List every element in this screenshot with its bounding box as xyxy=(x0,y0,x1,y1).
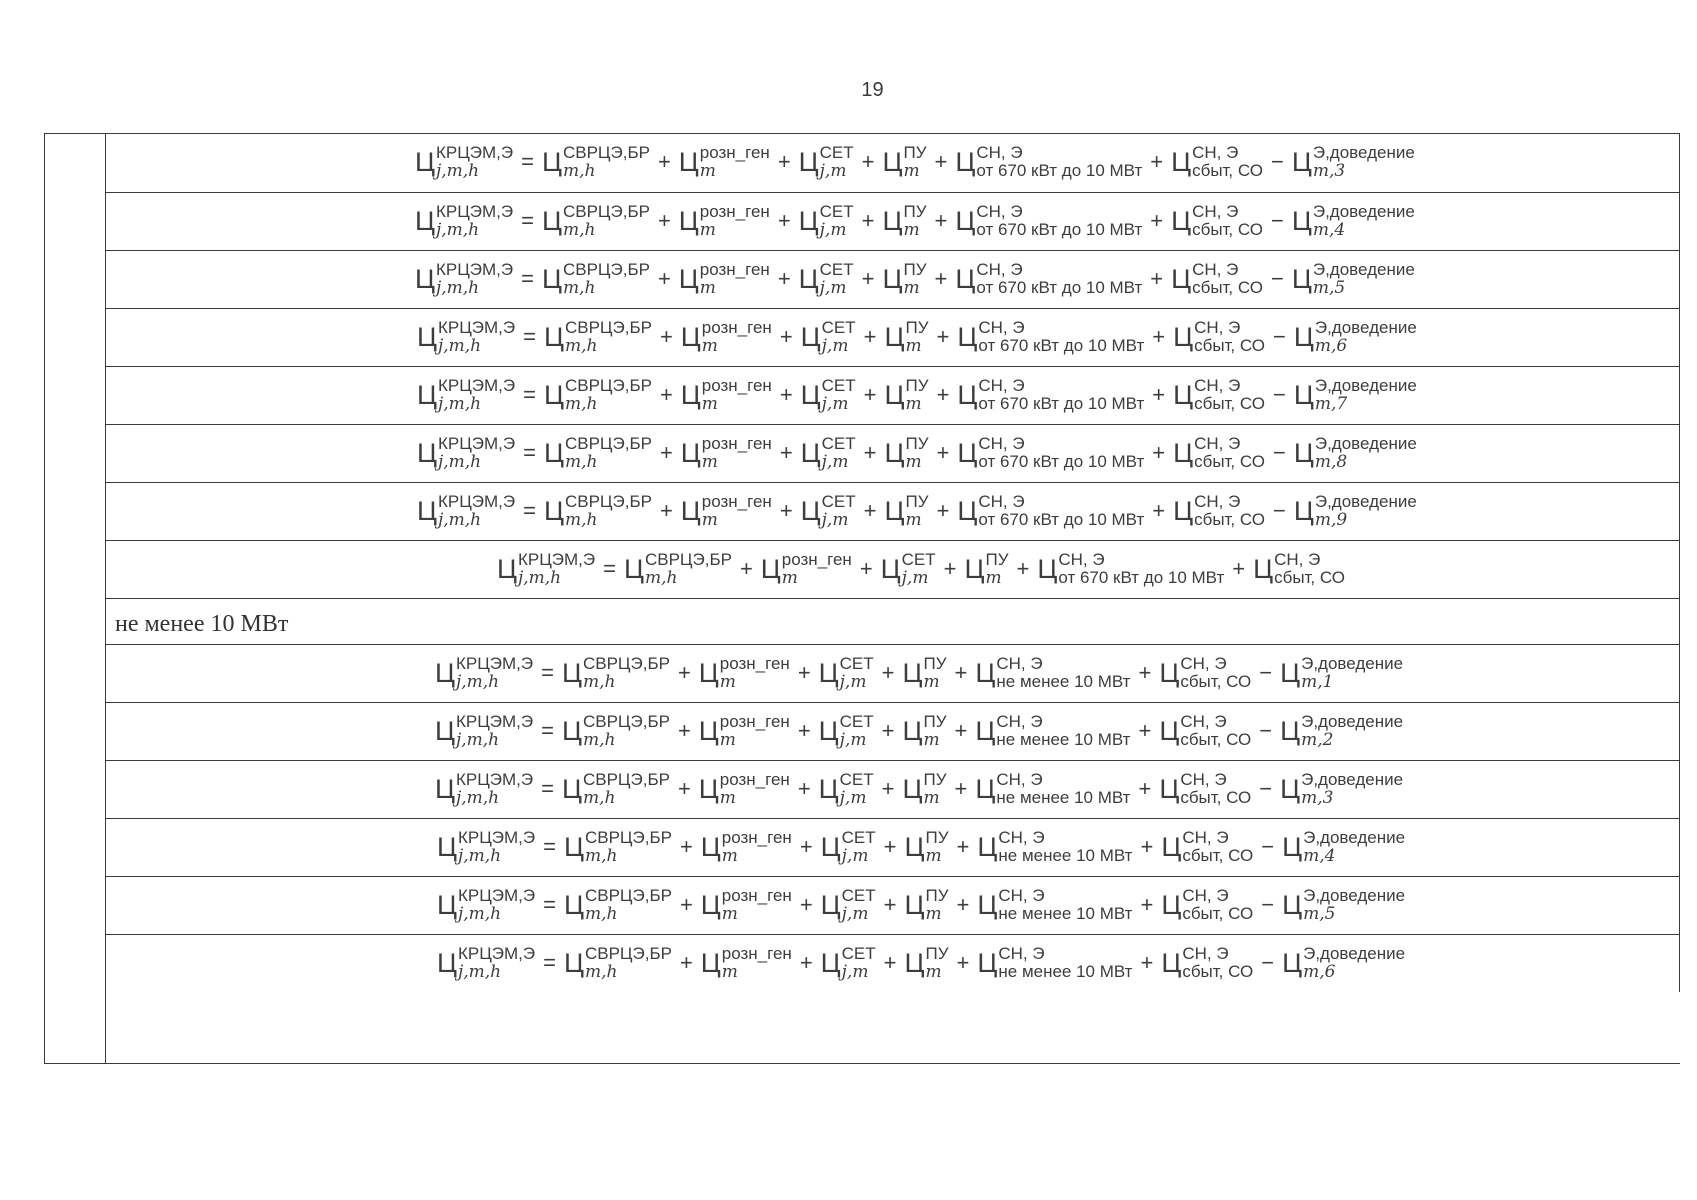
lhs-price-term: Ц КРЦЭМ,Э j,m,h xyxy=(437,944,536,982)
plus-sign: + xyxy=(657,149,671,174)
pu-term: Ц ПУ m xyxy=(884,318,929,356)
sbyt-term: Ц СН, Э сбыт, СО xyxy=(1161,944,1254,981)
price-formula xyxy=(415,203,1415,239)
minus-sign: − xyxy=(1259,660,1273,685)
plus-sign: + xyxy=(779,382,793,407)
svrce-term: Ц СВРЦЭ,БР m,h xyxy=(541,260,650,298)
table-row xyxy=(105,482,1680,540)
rozn-gen-term: Ц розн_ген m xyxy=(680,492,772,530)
sn-term: Ц СН, Э от 670 кВт до 10 МВт xyxy=(1037,550,1225,587)
plus-sign: + xyxy=(1140,950,1154,975)
plus-sign: + xyxy=(934,266,948,291)
table-row xyxy=(105,134,1680,192)
sbyt-term: Ц СН, Э сбыт, СО xyxy=(1159,654,1252,691)
plus-sign: + xyxy=(863,498,877,523)
plus-sign: + xyxy=(777,266,791,291)
plus-sign: + xyxy=(956,834,970,859)
price-formula xyxy=(417,435,1417,471)
plus-sign: + xyxy=(1138,718,1152,743)
set-term: Ц СЕТ j,m xyxy=(800,434,856,472)
rozn-gen-term: Ц розн_ген m xyxy=(698,770,790,808)
pu-term: Ц ПУ m xyxy=(904,886,949,924)
equals-sign: = xyxy=(521,266,534,291)
svrce-term: Ц СВРЦЭ,БР m,h xyxy=(623,550,732,588)
pu-term: Ц ПУ m xyxy=(882,260,927,298)
dov-term: Ц Э,доведение m,7 xyxy=(1293,376,1417,414)
sn-term: Ц СН, Э от 670 кВт до 10 МВт xyxy=(957,434,1145,471)
price-formula xyxy=(415,261,1415,297)
plus-sign: + xyxy=(861,208,875,233)
rozn-gen-term: Ц розн_ген m xyxy=(760,550,852,588)
plus-sign: + xyxy=(883,892,897,917)
sbyt-term: Ц СН, Э сбыт, СО xyxy=(1173,318,1266,355)
minus-sign: − xyxy=(1273,498,1286,523)
plus-sign: + xyxy=(797,718,811,743)
sn-term: Ц СН, Э не менее 10 МВт xyxy=(975,712,1131,749)
set-term: Ц СЕТ j,m xyxy=(800,318,856,356)
section-label: не менее 10 МВт xyxy=(115,611,289,637)
pu-term: Ц ПУ m xyxy=(964,550,1009,588)
table-row xyxy=(105,934,1680,992)
plus-sign: + xyxy=(936,382,950,407)
set-term: Ц СЕТ j,m xyxy=(800,492,856,530)
sbyt-term: Ц СН, Э сбыт, СО xyxy=(1159,770,1252,807)
plus-sign: + xyxy=(657,266,671,291)
equals-sign: = xyxy=(543,892,556,917)
minus-sign: − xyxy=(1273,382,1286,407)
equals-sign: = xyxy=(543,834,556,859)
plus-sign: + xyxy=(779,498,793,523)
plus-sign: + xyxy=(936,324,950,349)
plus-sign: + xyxy=(799,892,813,917)
plus-sign: + xyxy=(934,149,948,174)
plus-sign: + xyxy=(1150,266,1164,291)
rozn-gen-term: Ц розн_ген m xyxy=(678,260,770,298)
plus-sign: + xyxy=(797,660,811,685)
plus-sign: + xyxy=(936,440,950,465)
plus-sign: + xyxy=(1140,892,1154,917)
plus-sign: + xyxy=(659,324,673,349)
dov-term: Ц Э,доведение m,2 xyxy=(1280,712,1404,750)
table-row xyxy=(105,760,1680,818)
set-term: Ц СЕТ j,m xyxy=(798,143,854,181)
svrce-term: Ц СВРЦЭ,БР m,h xyxy=(561,770,670,808)
lhs-price-term: Ц КРЦЭМ,Э j,m,h xyxy=(417,318,516,356)
plus-sign: + xyxy=(1152,324,1166,349)
minus-sign: − xyxy=(1259,776,1273,801)
set-term: Ц СЕТ j,m xyxy=(818,654,874,692)
plus-sign: + xyxy=(881,660,895,685)
price-formula xyxy=(417,319,1417,355)
pu-term: Ц ПУ m xyxy=(884,434,929,472)
table-row xyxy=(105,250,1680,308)
dov-term: Ц Э,доведение m,6 xyxy=(1293,318,1417,356)
plus-sign: + xyxy=(861,266,875,291)
plus-sign: + xyxy=(881,776,895,801)
plus-sign: + xyxy=(934,208,948,233)
sbyt-term: Ц СН, Э сбыт, СО xyxy=(1161,828,1254,865)
sbyt-term: Ц СН, Э сбыт, СО xyxy=(1173,434,1266,471)
pu-term: Ц ПУ m xyxy=(902,654,947,692)
plus-sign: + xyxy=(1152,440,1166,465)
equals-sign: = xyxy=(523,440,536,465)
price-formula xyxy=(435,655,1403,691)
sn-term: Ц СН, Э от 670 кВт до 10 МВт xyxy=(955,143,1143,180)
plus-sign: + xyxy=(883,950,897,975)
lhs-price-term: Ц КРЦЭМ,Э j,m,h xyxy=(417,434,516,472)
pu-term: Ц ПУ m xyxy=(904,828,949,866)
rozn-gen-term: Ц розн_ген m xyxy=(680,434,772,472)
rozn-gen-term: Ц розн_ген m xyxy=(678,143,770,181)
plus-sign: + xyxy=(657,208,671,233)
table-row xyxy=(105,644,1680,702)
sbyt-term: Ц СН, Э сбыт, СО xyxy=(1159,712,1252,749)
price-formula xyxy=(417,493,1417,529)
svrce-term: Ц СВРЦЭ,БР m,h xyxy=(541,143,650,181)
plus-sign: + xyxy=(779,324,793,349)
table-row xyxy=(105,308,1680,366)
rozn-gen-term: Ц розн_ген m xyxy=(678,202,770,240)
plus-sign: + xyxy=(954,718,968,743)
rozn-gen-term: Ц розн_ген m xyxy=(680,318,772,356)
table-row xyxy=(105,702,1680,760)
set-term: Ц СЕТ j,m xyxy=(880,550,936,588)
rozn-gen-term: Ц розн_ген m xyxy=(680,376,772,414)
dov-term: Ц Э,доведение m,6 xyxy=(1282,944,1406,982)
minus-sign: − xyxy=(1261,834,1275,859)
dov-term: Ц Э,доведение m,5 xyxy=(1291,260,1415,298)
dov-term: Ц Э,доведение m,9 xyxy=(1293,492,1417,530)
minus-sign: − xyxy=(1261,950,1275,975)
section-header-row xyxy=(105,598,1680,644)
equals-sign: = xyxy=(523,382,536,407)
equals-sign: = xyxy=(603,556,616,581)
pu-term: Ц ПУ m xyxy=(902,712,947,750)
dov-term: Ц Э,доведение m,3 xyxy=(1280,770,1404,808)
lhs-price-term: Ц КРЦЭМ,Э j,m,h xyxy=(497,550,596,588)
plus-sign: + xyxy=(777,149,791,174)
plus-sign: + xyxy=(859,556,873,581)
plus-sign: + xyxy=(863,440,877,465)
price-formula xyxy=(417,377,1417,413)
svrce-term: Ц СВРЦЭ,БР m,h xyxy=(563,944,672,982)
lhs-price-term: Ц КРЦЭМ,Э j,m,h xyxy=(415,143,514,181)
sn-term: Ц СН, Э от 670 кВт до 10 МВт xyxy=(955,260,1143,297)
sbyt-term: Ц СН, Э сбыт, СО xyxy=(1171,143,1264,180)
plus-sign: + xyxy=(679,950,693,975)
plus-sign: + xyxy=(1140,834,1154,859)
svrce-term: Ц СВРЦЭ,БР m,h xyxy=(563,828,672,866)
minus-sign: − xyxy=(1273,324,1286,349)
sn-term: Ц СН, Э не менее 10 МВт xyxy=(977,886,1133,923)
minus-sign: − xyxy=(1273,440,1286,465)
plus-sign: + xyxy=(779,440,793,465)
set-term: Ц СЕТ j,m xyxy=(818,712,874,750)
plus-sign: + xyxy=(797,776,811,801)
svrce-term: Ц СВРЦЭ,БР m,h xyxy=(561,712,670,750)
plus-sign: + xyxy=(883,834,897,859)
lhs-price-term: Ц КРЦЭМ,Э j,m,h xyxy=(437,886,536,924)
pu-term: Ц ПУ m xyxy=(884,376,929,414)
minus-sign: − xyxy=(1271,208,1284,233)
equals-sign: = xyxy=(543,950,556,975)
lhs-price-term: Ц КРЦЭМ,Э j,m,h xyxy=(437,828,536,866)
table-row xyxy=(105,540,1680,598)
price-formula xyxy=(415,144,1415,180)
rozn-gen-term: Ц розн_ген m xyxy=(700,828,792,866)
lhs-price-term: Ц КРЦЭМ,Э j,m,h xyxy=(435,770,534,808)
lhs-price-term: Ц КРЦЭМ,Э j,m,h xyxy=(435,654,534,692)
page-number: 19 xyxy=(861,79,884,101)
sbyt-term: Ц СН, Э сбыт, СО xyxy=(1171,202,1264,239)
plus-sign: + xyxy=(739,556,753,581)
plus-sign: + xyxy=(863,324,877,349)
rozn-gen-term: Ц розн_ген m xyxy=(700,886,792,924)
sn-term: Ц СН, Э от 670 кВт до 10 МВт xyxy=(957,492,1145,529)
svrce-term: Ц СВРЦЭ,БР m,h xyxy=(563,886,672,924)
rozn-gen-term: Ц розн_ген m xyxy=(698,712,790,750)
pu-term: Ц ПУ m xyxy=(882,143,927,181)
plus-sign: + xyxy=(956,892,970,917)
table-row xyxy=(105,818,1680,876)
price-formula xyxy=(435,713,1403,749)
sbyt-term: Ц СН, Э сбыт, СО xyxy=(1161,886,1254,923)
formula-table xyxy=(44,133,1680,1064)
set-term: Ц СЕТ j,m xyxy=(798,260,854,298)
sn-term: Ц СН, Э от 670 кВт до 10 МВт xyxy=(957,318,1145,355)
plus-sign: + xyxy=(1152,382,1166,407)
equals-sign: = xyxy=(523,324,536,349)
lhs-price-term: Ц КРЦЭМ,Э j,m,h xyxy=(417,376,516,414)
rozn-gen-term: Ц розн_ген m xyxy=(700,944,792,982)
plus-sign: + xyxy=(1150,149,1164,174)
table-row xyxy=(105,876,1680,934)
plus-sign: + xyxy=(659,440,673,465)
plus-sign: + xyxy=(799,834,813,859)
sn-term: Ц СН, Э не менее 10 МВт xyxy=(975,654,1131,691)
minus-sign: − xyxy=(1271,149,1284,174)
dov-term: Ц Э,доведение m,8 xyxy=(1293,434,1417,472)
plus-sign: + xyxy=(943,556,957,581)
plus-sign: + xyxy=(1138,660,1152,685)
dov-term: Ц Э,доведение m,4 xyxy=(1291,202,1415,240)
plus-sign: + xyxy=(956,950,970,975)
pu-term: Ц ПУ m xyxy=(882,202,927,240)
plus-sign: + xyxy=(777,208,791,233)
dov-term: Ц Э,доведение m,5 xyxy=(1282,886,1406,924)
set-term: Ц СЕТ j,m xyxy=(820,944,876,982)
plus-sign: + xyxy=(1016,556,1030,581)
plus-sign: + xyxy=(1232,556,1246,581)
set-term: Ц СЕТ j,m xyxy=(800,376,856,414)
plus-sign: + xyxy=(881,718,895,743)
table-row xyxy=(105,192,1680,250)
plus-sign: + xyxy=(1150,208,1164,233)
equals-sign: = xyxy=(541,718,554,743)
sn-term: Ц СН, Э не менее 10 МВт xyxy=(977,828,1133,865)
lhs-price-term: Ц КРЦЭМ,Э j,m,h xyxy=(415,260,514,298)
sn-term: Ц СН, Э от 670 кВт до 10 МВт xyxy=(955,202,1143,239)
plus-sign: + xyxy=(863,382,877,407)
set-term: Ц СЕТ j,m xyxy=(820,886,876,924)
dov-term: Ц Э,доведение m,3 xyxy=(1291,143,1415,181)
plus-sign: + xyxy=(1138,776,1152,801)
svrce-term: Ц СВРЦЭ,БР m,h xyxy=(543,376,652,414)
plus-sign: + xyxy=(679,834,693,859)
plus-sign: + xyxy=(677,776,691,801)
plus-sign: + xyxy=(954,776,968,801)
table-row xyxy=(105,366,1680,424)
plus-sign: + xyxy=(799,950,813,975)
lhs-price-term: Ц КРЦЭМ,Э j,m,h xyxy=(435,712,534,750)
table-row xyxy=(105,424,1680,482)
plus-sign: + xyxy=(936,498,950,523)
pu-term: Ц ПУ m xyxy=(884,492,929,530)
svrce-term: Ц СВРЦЭ,БР m,h xyxy=(543,434,652,472)
plus-sign: + xyxy=(861,149,875,174)
set-term: Ц СЕТ j,m xyxy=(820,828,876,866)
lhs-price-term: Ц КРЦЭМ,Э j,m,h xyxy=(417,492,516,530)
price-formula xyxy=(437,887,1405,923)
dov-term: Ц Э,доведение m,1 xyxy=(1280,654,1404,692)
minus-sign: − xyxy=(1261,892,1275,917)
plus-sign: + xyxy=(677,718,691,743)
sbyt-term: Ц СН, Э сбыт, СО xyxy=(1173,376,1266,413)
rozn-gen-term: Ц розн_ген m xyxy=(698,654,790,692)
minus-sign: − xyxy=(1271,266,1284,291)
pu-term: Ц ПУ m xyxy=(904,944,949,982)
price-formula xyxy=(437,945,1405,981)
sbyt-term: Ц СН, Э сбыт, СО xyxy=(1253,550,1346,587)
dov-term: Ц Э,доведение m,4 xyxy=(1282,828,1406,866)
svrce-term: Ц СВРЦЭ,БР m,h xyxy=(543,492,652,530)
minus-sign: − xyxy=(1259,718,1273,743)
price-formula xyxy=(437,829,1405,865)
pu-term: Ц ПУ m xyxy=(902,770,947,808)
set-term: Ц СЕТ j,m xyxy=(818,770,874,808)
plus-sign: + xyxy=(659,498,673,523)
sn-term: Ц СН, Э от 670 кВт до 10 МВт xyxy=(957,376,1145,413)
svrce-term: Ц СВРЦЭ,БР m,h xyxy=(561,654,670,692)
plus-sign: + xyxy=(679,892,693,917)
sbyt-term: Ц СН, Э сбыт, СО xyxy=(1173,492,1266,529)
price-formula xyxy=(435,771,1403,807)
svrce-term: Ц СВРЦЭ,БР m,h xyxy=(543,318,652,356)
plus-sign: + xyxy=(954,660,968,685)
price-formula xyxy=(497,551,1345,587)
equals-sign: = xyxy=(521,149,534,174)
plus-sign: + xyxy=(659,382,673,407)
equals-sign: = xyxy=(541,660,554,685)
lhs-price-term: Ц КРЦЭМ,Э j,m,h xyxy=(415,202,514,240)
plus-sign: + xyxy=(677,660,691,685)
sbyt-term: Ц СН, Э сбыт, СО xyxy=(1171,260,1264,297)
svrce-term: Ц СВРЦЭ,БР m,h xyxy=(541,202,650,240)
sn-term: Ц СН, Э не менее 10 МВт xyxy=(975,770,1131,807)
equals-sign: = xyxy=(541,776,554,801)
set-term: Ц СЕТ j,m xyxy=(798,202,854,240)
equals-sign: = xyxy=(523,498,536,523)
sn-term: Ц СН, Э не менее 10 МВт xyxy=(977,944,1133,981)
equals-sign: = xyxy=(521,208,534,233)
plus-sign: + xyxy=(1152,498,1166,523)
